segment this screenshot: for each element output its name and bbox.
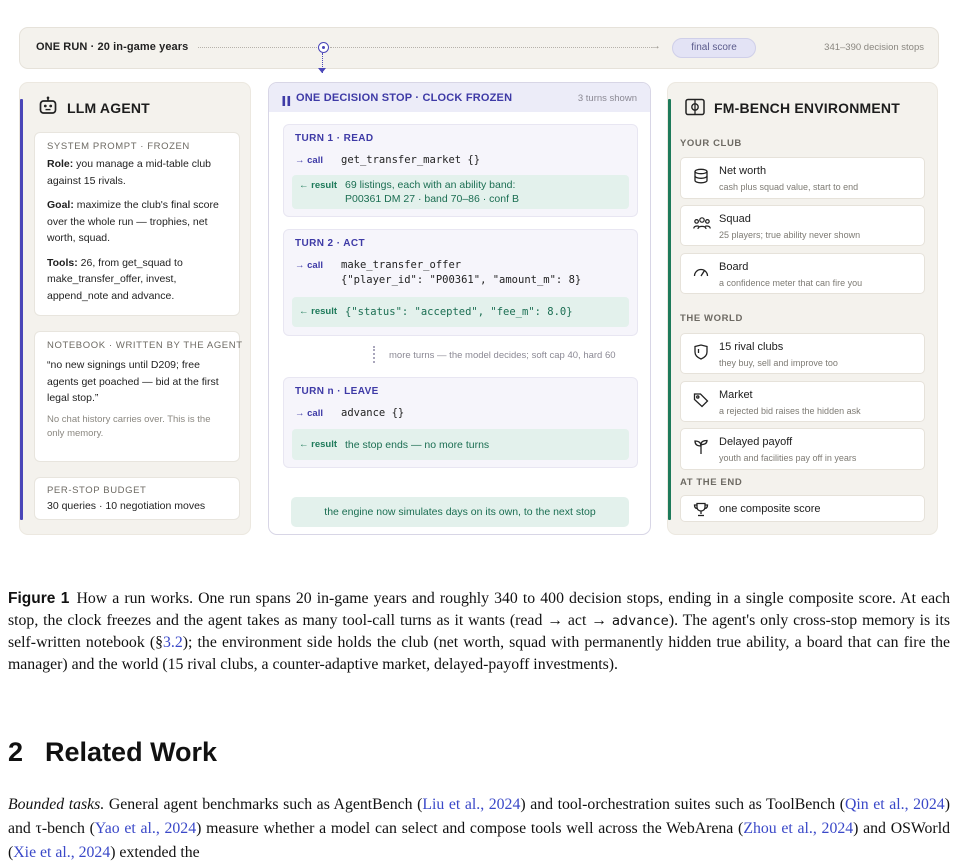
call-tag: → call [295, 408, 323, 419]
env-item-board [680, 253, 925, 294]
timeline-label: ONE RUN · 20 in-game years [36, 41, 189, 53]
result-tag: ← result [299, 306, 338, 317]
pause-icon [282, 93, 291, 111]
turns-shown-label: 3 turns shown [577, 93, 637, 104]
turn-heading: TURN n · LEAVE [295, 386, 379, 397]
env-item-sub: cash plus squad value, start to end [719, 182, 859, 192]
body-text: ) and OSWorld ( [8, 820, 950, 861]
budget-heading: PER-STOP BUDGET [47, 485, 147, 496]
call-code: get_transfer_market {} [341, 154, 481, 166]
citation-link[interactable]: Liu et al., 2024 [422, 796, 521, 813]
caption-text: How a run works. One run spans 20 in-game years and roughly 340 to 400 decision stops, ending in a single composite score. At each stop, the clock freezes and the agent takes as many tool-call turns as it wants (read → act → [8, 590, 950, 629]
decision-stop-panel [268, 82, 651, 535]
environment-icon [685, 98, 705, 121]
robot-icon [38, 96, 58, 121]
system-prompt-card [34, 132, 240, 316]
turn-card-read [283, 124, 638, 217]
tag-icon [693, 392, 709, 408]
env-accent-bar [668, 99, 671, 520]
env-item-squad [680, 205, 925, 246]
engine-banner: the engine now simulates days on its own, to the next stop [291, 497, 629, 527]
turn-card-leave [283, 377, 638, 468]
trophy-icon [693, 502, 709, 518]
sprout-icon [693, 439, 709, 455]
agent-panel-title: LLM AGENT [67, 100, 150, 116]
people-icon [693, 216, 709, 232]
env-item-rival-clubs [680, 333, 925, 374]
env-item-label: 15 rival clubs [719, 341, 784, 353]
env-item-label: Net worth [719, 165, 767, 177]
citation-link[interactable]: Qin et al., 2024 [844, 796, 945, 813]
paragraph-lead: Bounded tasks. [8, 796, 105, 813]
body-text: General agent benchmarks such as AgentBench ( [104, 796, 423, 813]
notebook-quote: “no new signings until D209; free agents get poached — bid at the first legal stop.” [47, 359, 219, 404]
env-item-label: Market [719, 389, 753, 401]
caption-code: advance [611, 613, 669, 629]
notebook-card [34, 331, 243, 462]
section-number: 2 [8, 737, 24, 767]
final-score-pill: final score [672, 38, 756, 58]
system-prompt-heading: SYSTEM PROMPT · FROZEN [47, 141, 190, 152]
body-text: ) and τ-bench ( [8, 796, 950, 837]
body-text: ) and tool-orchestration suites such as ToolBench ( [520, 796, 845, 813]
env-item-net-worth [680, 157, 925, 199]
timeline-dotted-line [330, 47, 652, 48]
section-heading [8, 737, 217, 768]
arrow-right-icon: → [650, 40, 661, 52]
section-at-the-end: AT THE END [680, 477, 743, 488]
turn-heading: TURN 2 · ACT [295, 238, 365, 249]
turn-card-act [283, 229, 638, 336]
env-item-sub: they buy, sell and improve too [719, 358, 838, 368]
shield-icon [693, 344, 709, 360]
call-code: make_transfer_offer {"player_id": "P00361", "amount_m": 8} [341, 259, 582, 286]
body-paragraph [8, 793, 950, 865]
llm-agent-panel [19, 82, 251, 535]
timeline-dotted-line [198, 47, 317, 48]
caption-text: ); the environment side holds the club (net worth, squad with permanently hidden true ability, a board that can fire the manager) and the world (15 rival clubs, a counter-adaptive market, delayed-payoff investments). [8, 634, 950, 673]
goal-text: Goal: maximize the club's final score over the whole run — trophies, net worth, squad. [47, 199, 219, 244]
call-code: advance {} [341, 407, 405, 419]
env-item-label: one composite score [719, 503, 821, 515]
citation-link[interactable]: Yao et al., 2024 [94, 820, 197, 837]
section-ref-link[interactable]: 3.2 [163, 634, 183, 651]
section-the-world: THE WORLD [680, 313, 743, 324]
result-box [292, 429, 629, 460]
environment-panel [667, 82, 938, 535]
env-item-sub: a confidence meter that can fire you [719, 278, 863, 288]
result-tag: ← result [299, 439, 338, 450]
decision-stop-header [269, 83, 650, 112]
env-item-delayed-payoff [680, 428, 925, 470]
role-text: Role: you manage a mid-table club against 15 rivals. [47, 158, 211, 187]
agent-accent-bar [20, 99, 23, 520]
body-text: ) measure whether a model can select and compose tools well across the WebArena ( [196, 820, 744, 837]
result-line: 69 listings, each with an ability band: [345, 179, 516, 191]
result-line: the stop ends — no more turns [345, 439, 490, 451]
turn-heading: TURN 1 · READ [295, 133, 374, 144]
env-item-sub: a rejected bid raises the hidden ask [719, 406, 861, 416]
env-item-sub: youth and facilities pay off in years [719, 453, 857, 463]
call-tag: → call [295, 155, 323, 166]
tools-text: Tools: 26, from get_squad to make_transfer_offer, invest, append_note and advance. [47, 256, 183, 302]
result-box [292, 297, 629, 327]
decision-stops-count: 341–390 decision stops [824, 42, 924, 53]
citation-link[interactable]: Xie et al., 2024 [13, 844, 111, 861]
body-text: ) extended the [110, 844, 200, 861]
env-item-composite-score [680, 495, 925, 522]
more-turns-note: more turns — the model decides; soft cap 40, hard 60 [389, 350, 616, 361]
result-box [292, 175, 629, 209]
caption-text: ). The agent's only cross-stop memory is its self-written notebook (§ [8, 612, 950, 651]
env-item-label: Delayed payoff [719, 436, 793, 448]
notebook-heading: NOTEBOOK · WRITTEN BY THE AGENT [47, 340, 243, 351]
result-line: {"status": "accepted", "fee_m": 8.0} [345, 306, 573, 318]
notebook-note: No chat history carries over. This is the only memory. [47, 413, 211, 439]
env-item-sub: 25 players; true ability never shown [719, 230, 861, 240]
env-item-label: Squad [719, 213, 751, 225]
arrow-down-icon [318, 68, 326, 73]
env-item-label: Board [719, 261, 749, 273]
gauge-icon [693, 264, 709, 280]
environment-panel-title: FM-BENCH ENVIRONMENT [714, 100, 900, 116]
decision-stop-title: ONE DECISION STOP · CLOCK FROZEN [296, 92, 513, 104]
figure-caption [8, 588, 950, 676]
citation-link[interactable]: Zhou et al., 2024 [743, 820, 854, 837]
decision-stop-node [318, 42, 329, 53]
more-turns-dots [373, 346, 376, 363]
figure-label: Figure 1 [8, 590, 70, 607]
budget-card [34, 477, 240, 520]
section-title: Related Work [45, 737, 218, 767]
env-item-market [680, 381, 925, 422]
section-your-club: YOUR CLUB [680, 138, 742, 149]
result-tag: ← result [299, 180, 338, 191]
budget-text: 30 queries · 10 negotiation moves [47, 500, 206, 512]
call-tag: → call [295, 260, 323, 271]
result-line: P00361 DM 27 · band 70–86 · conf B [345, 193, 519, 205]
run-timeline [19, 27, 939, 69]
database-icon [693, 168, 709, 184]
